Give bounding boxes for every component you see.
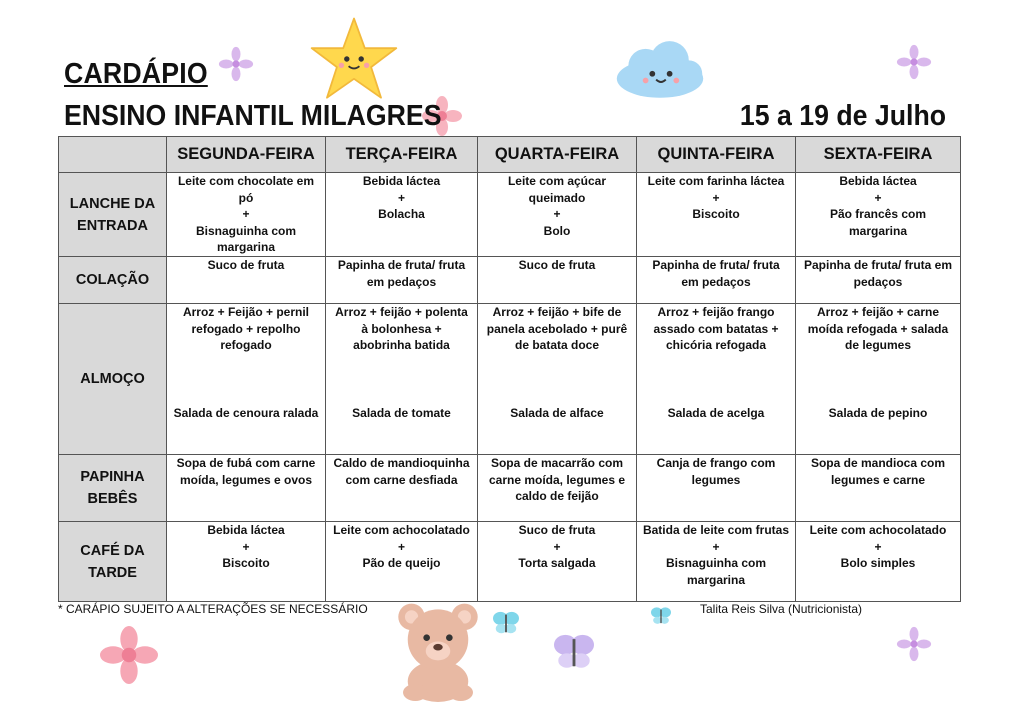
salad: Salada de alface (510, 405, 604, 420)
menu-cell (326, 304, 478, 455)
flower-icon (896, 44, 932, 80)
menu-cell (637, 304, 796, 455)
menu-cell: Papinha de fruta/ fruta em pedaços (326, 257, 478, 304)
main-dish: Arroz + feijão frango assado com batatas + chicória refogada (653, 305, 779, 352)
menu-cell: Caldo de mandioquinha com carne desfiada (326, 455, 478, 522)
menu-cell: Leite com chocolate em pó + Bisnaguinha com margarina (167, 173, 326, 257)
menu-cell: Suco de fruta + Torta salgada (478, 522, 637, 602)
menu-cell: Leite com achocolatado + Bolo simples (796, 522, 961, 602)
flower-icon (218, 46, 254, 82)
table-row (59, 455, 961, 522)
table-row (59, 304, 961, 455)
menu-cell: Papinha de fruta/ fruta em pedaços (637, 257, 796, 304)
table-header-row (59, 137, 961, 173)
day-header: QUINTA-FEIRA (637, 137, 796, 173)
menu-cell: Canja de frango com legumes (637, 455, 796, 522)
salad: Salada de acelga (667, 405, 765, 420)
school-name: ENSINO INFANTIL MILAGRES (64, 100, 442, 132)
menu-cell: Leite com achocolatado + Pão de queijo (326, 522, 478, 602)
day-header: SEGUNDA-FEIRA (167, 137, 326, 173)
meal-label: COLAÇÃO (59, 257, 167, 304)
menu-cell (167, 304, 326, 455)
week-dates: 15 a 19 de Julho (739, 100, 946, 132)
day-header: QUARTA-FEIRA (478, 137, 637, 173)
menu-cell (796, 304, 961, 455)
main-dish: Arroz + feijão + bife de panela acebolado + purê de batata doce (486, 305, 628, 352)
menu-table (58, 136, 961, 602)
menu-cell: Papinha de fruta/ fruta em pedaços (796, 257, 961, 304)
salad: Salada de tomate (352, 405, 451, 420)
menu-cell: Sopa de mandioca com legumes e carne (796, 455, 961, 522)
butterfly-icon (552, 632, 596, 672)
menu-cell: Bebida láctea + Biscoito (167, 522, 326, 602)
star-icon (308, 14, 400, 104)
day-header: TERÇA-FEIRA (326, 137, 478, 173)
meal-label: ALMOÇO (59, 304, 167, 455)
disclaimer-note: * CARÁPIO SUJEITO A ALTERAÇÕES SE NECESSÁRIO (58, 602, 368, 616)
main-dish: Arroz + Feijão + pernil refogado + repolho refogado (182, 305, 310, 352)
menu-cell: Leite com farinha láctea + Biscoito (637, 173, 796, 257)
menu-cell: Suco de fruta (167, 257, 326, 304)
table-row (59, 173, 961, 257)
salad: Salada de pepino (828, 405, 928, 420)
flower-icon (100, 626, 158, 684)
menu-cell: Sopa de fubá com carne moída, legumes e ovos (167, 455, 326, 522)
menu-cell: Bebida láctea + Pão francês com margarina (796, 173, 961, 257)
menu-cell: Leite com açúcar queimado + Bolo (478, 173, 637, 257)
table-row (59, 522, 961, 602)
salad: Salada de cenoura ralada (173, 405, 319, 420)
corner-cell (59, 137, 167, 173)
butterfly-icon (650, 606, 672, 626)
cloud-icon (612, 34, 708, 104)
menu-cell (478, 304, 637, 455)
menu-cell: Bebida láctea + Bolacha (326, 173, 478, 257)
main-dish: Arroz + feijão + carne moída refogada + salada de legumes (807, 305, 949, 352)
meal-label: CAFÉ DA TARDE (59, 522, 167, 602)
table-row (59, 257, 961, 304)
menu-cell: Batida de leite com frutas + Bisnaguinha com margarina (637, 522, 796, 602)
day-header: SEXTA-FEIRA (796, 137, 961, 173)
main-dish: Arroz + feijão + polenta à bolonhesa + abobrinha batida (335, 305, 468, 352)
menu-cell: Sopa de macarrão com carne moída, legumes e caldo de feijão (478, 455, 637, 522)
nutritionist-signature: Talita Reis Silva (Nutricionista) (700, 602, 863, 616)
teddy-bear-icon (390, 598, 486, 702)
butterfly-icon (492, 610, 520, 636)
menu-cell: Suco de fruta (478, 257, 637, 304)
meal-label: LANCHE DA ENTRADA (59, 173, 167, 257)
flower-icon (896, 626, 932, 662)
meal-label: PAPINHA BEBÊS (59, 455, 167, 522)
page-title: CARDÁPIO (64, 58, 208, 90)
